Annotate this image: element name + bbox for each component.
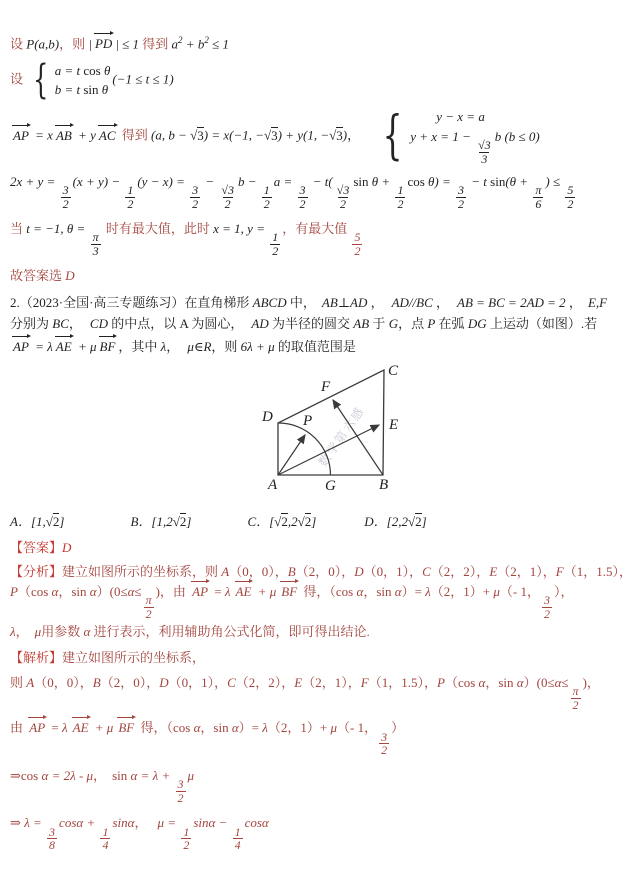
line-solution-eq3: ⇒ λ = $\frac{3}{8}$ cosα + $\frac{1}{4}$ sinα， μ = $\frac{1}{2}$ sinα − $\frac{1}{4}$ cosα	[10, 815, 269, 853]
figure-label-f: F	[321, 379, 331, 396]
line-vector-decompose: AP = x AB + y AC 得到 (a, b − √3) = x(−1, −√3) + y(1, −√3)， { y − x = a y + x = 1 − $\frac{√3}{3}$ b (b ≤ 0)	[13, 106, 540, 167]
line-answer-q1: 故答案选 D	[10, 268, 75, 284]
vector-ae-arrow	[278, 425, 379, 475]
line-analysis-2: P（cos α，sin α）(0≤α≤ $\frac{\pi}{2}$ )，由 AP = λ AE + μ BF 得，（cos α，sin α）= λ（2，1）+ μ（- 1， $\frac{3}{2}$ ），	[10, 584, 574, 622]
vector-ap-arrow	[278, 435, 305, 475]
arc-dg	[278, 423, 331, 475]
figure-label-d: D	[262, 409, 273, 426]
figure-label-e: E	[389, 417, 399, 434]
line-setup-pd: 设 P(a,b)，则 | PD | ≤ 1 得到 $a^2 + b^2 \le 1$	[10, 35, 229, 52]
figure-label-g: G	[325, 478, 336, 495]
figure-label-p: P	[303, 413, 313, 430]
line-solution-header: 【解析】建立如图所示的坐标系，	[10, 650, 206, 666]
line-expression-chain: 2x + y = $\frac{3}{2}$ (x + y) − $\frac{1}{2}$ (y − x) = $\frac{3}{2}$ − $\frac{√3}{2}$ b − $\frac{1}{2}$ a = $\frac{3}{2}$ − t( $\frac{√3}{2}$ sin θ + $\frac{1}{2}$ cos θ) = $\frac{3}{2}$ − t sin(θ + $\frac{\pi}{6}$ ) ≤ $\frac{5}{2}$	[10, 174, 574, 212]
watermark-text: 数学第六感	[315, 404, 368, 470]
line-parametrize: 设 { a = t cos θ b = t sin θ (−1 ≤ t ≤ 1)	[10, 57, 174, 104]
figure-label-b: B	[379, 477, 389, 494]
line-options: A．[1,√2] B．[1,2√2] C．[√2,2√2] D．[2,2√2]	[10, 514, 427, 530]
figure-label-a: A	[268, 477, 278, 494]
line-solution-eq1: 由 AP = λ AE + μ BF 得，（cos α，sin α）= λ（2，1）+ μ（- 1， $\frac{3}{2}$ ）	[10, 720, 405, 758]
line-question2-part2: 分别为 BC， CD 的中点，以 A 为圆心， AD 为半径的圆交 AB 于 G，点 P 在弧 DG 上运动（如图）.若	[10, 316, 598, 332]
line-analysis-1: 【分析】建立如图所示的坐标系，则 A（0，0），B（2，0），D（0，1），C（2，2），E（2，1），F（1，1.5），	[10, 563, 632, 579]
trapezoid-diagram	[248, 363, 428, 503]
line-max-value: 当 t = −1, θ = $\frac{\pi}{3}$ 时有最大值，此时 x = 1, y = $\frac{1}{2}$ ，有最大值 $\frac{5}{2}$	[10, 220, 361, 258]
line-solution-eq2: ⇒cos α = 2λ - μ， sin α = λ + $\frac{3}{2}$ μ	[10, 767, 195, 805]
figure-label-c: C	[388, 363, 399, 380]
document-top-section	[10, 34, 630, 355]
geometry-figure	[248, 363, 428, 503]
document-bottom-section	[10, 513, 630, 852]
line-question2-part1: 2.（2023·全国·高三专题练习）在直角梯形 ABCD 中， AB⊥AD ， AD//BC ， AB = BC = 2AD = 2 ， E,F	[10, 294, 608, 310]
line-solution-coords: 则 A（0，0），B（2，0），D（0，1），C（2，2），E（2，1），F（1，1.5），P（cos α，sin α）(0≤α≤ $\frac{\pi}{2}$ )，	[10, 674, 600, 712]
line-analysis-3: λ， μ用参数 α 进行表示，利用辅助角公式化简，即可得出结论.	[10, 623, 370, 639]
line-question2-part3: AP = λ AE + μ BF ，其中 λ， μ∈R，则 6λ + μ 的取值范围是	[13, 338, 356, 354]
line-answer-q2: 【答案】D	[10, 539, 72, 555]
